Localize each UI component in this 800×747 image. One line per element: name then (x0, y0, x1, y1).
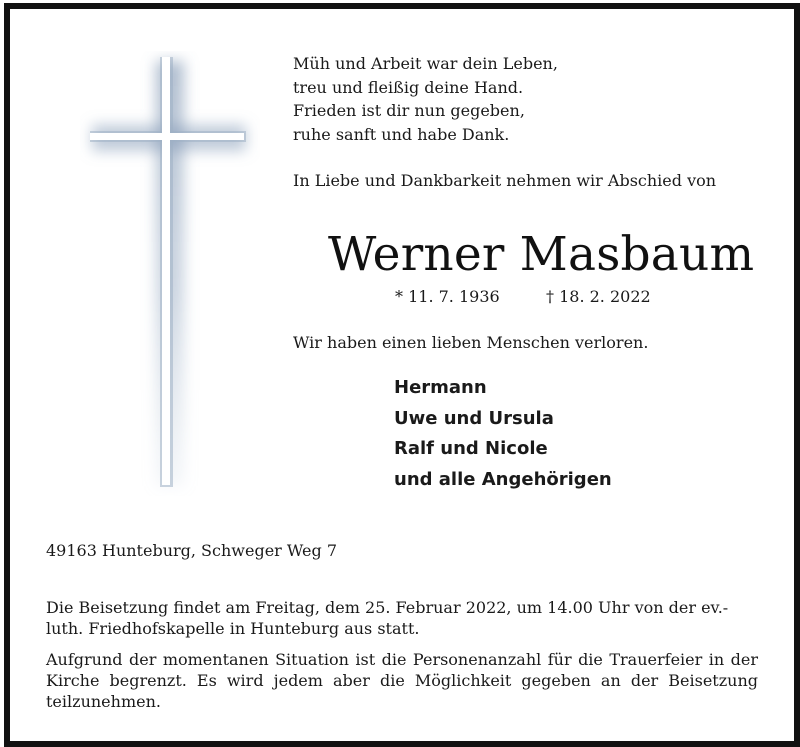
mourner: Hermann (394, 377, 487, 398)
death-date: † 18. 2. 2022 (546, 287, 651, 306)
poem (293, 52, 558, 146)
deceased-name: Werner Masbaum (328, 227, 755, 282)
poem-line: Müh und Arbeit war dein Leben, (293, 54, 558, 73)
poem-line: treu und fleißig deine Hand. (293, 77, 524, 97)
funeral-notice: Die Beisetzung findet am Freitag, dem 25. Februar 2022, um 14.00 Uhr von der ev.-luth. Friedhofskapelle in Hunteburg aus statt. (46, 598, 729, 638)
mourner: Uwe und Ursula (394, 407, 554, 429)
situation-notice: Aufgrund der momentanen Situation ist die Personenanzahl für die Trauerfeier in der Kirche begrenzt. Es wird jedem aber die Möglichkeit gegeben an der Beisetzung teilzunehmen. (46, 650, 758, 711)
cross-icon (80, 51, 260, 496)
poem-line: Frieden ist dir nun gegeben, (293, 101, 525, 120)
intro-line: In Liebe und Dankbarkeit nehmen wir Abschied von (293, 171, 717, 190)
lost-line: Wir haben einen lieben Menschen verloren. (293, 333, 649, 352)
obituary-frame (4, 3, 800, 747)
poem-line: ruhe sanft und habe Dank. (293, 124, 510, 144)
mourner: Ralf und Nicole (394, 438, 548, 459)
mourners-list (394, 373, 612, 495)
address: 49163 Hunteburg, Schweger Weg 7 (46, 541, 338, 560)
mourner: und alle Angehörigen (394, 468, 612, 490)
birth-date: * 11. 7. 1936 (395, 287, 500, 306)
